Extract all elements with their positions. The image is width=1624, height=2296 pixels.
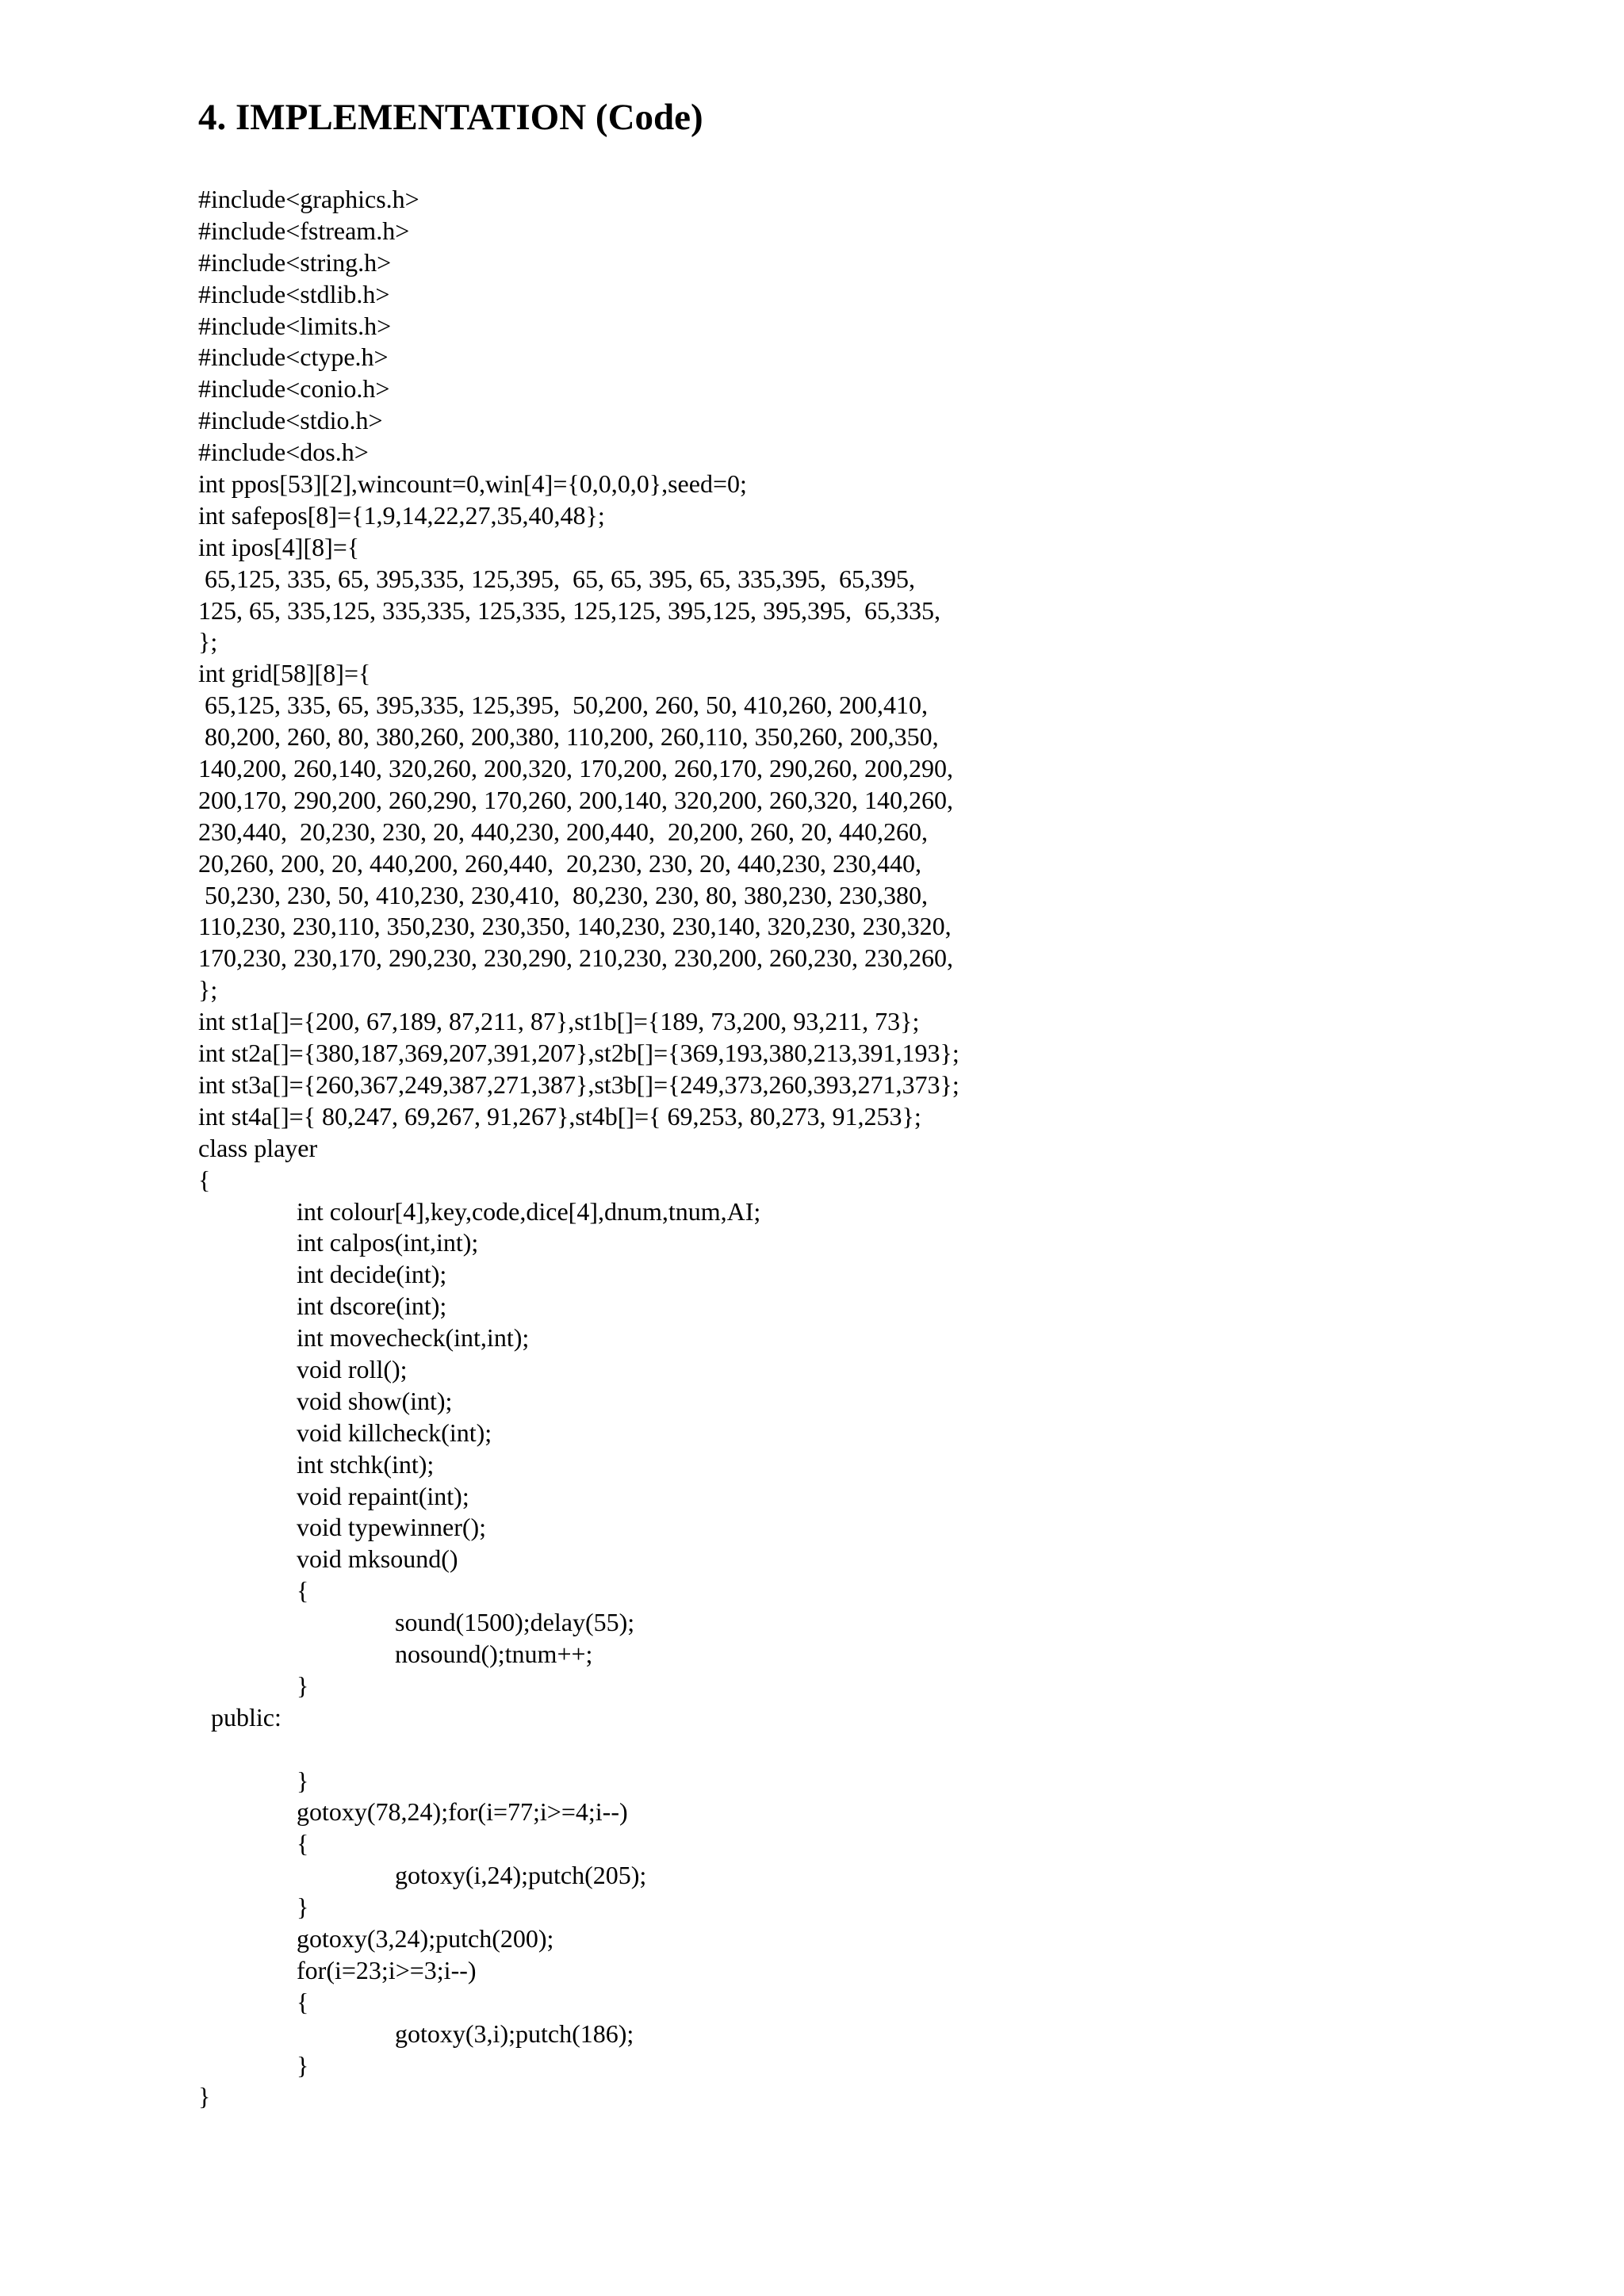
code-line: [198, 1702, 959, 1734]
code-line: [198, 1481, 959, 1513]
code-line-text: 80,200, 260, 80, 380,260, 200,380, 110,200, 260,110, 350,260, 200,350,: [198, 722, 939, 752]
code-line-text: 230,440, 20,230, 230, 20, 440,230, 200,440, 20,200, 260, 20, 440,260,: [198, 817, 928, 846]
code-line: [198, 311, 959, 342]
code-line: [198, 1670, 959, 1702]
code-line: [198, 721, 959, 753]
code-line-text: void typewinner();: [297, 1513, 487, 1542]
code-line-text: #include<stdio.h>: [198, 406, 383, 435]
code-line-text: #include<dos.h>: [198, 438, 369, 467]
code-line-text: };: [198, 975, 218, 1004]
code-line-text: }: [198, 2082, 211, 2111]
code-line-text: 65,125, 335, 65, 395,335, 125,395, 50,200, 260, 50, 410,260, 200,410,: [198, 691, 928, 720]
code-line: [198, 1322, 959, 1354]
code-line: [198, 1006, 959, 1038]
code-line: [198, 1828, 959, 1860]
code-line: [198, 1892, 959, 1923]
code-line-text: gotoxy(3,24);putch(200);: [297, 1923, 554, 1953]
code-line: [198, 1797, 959, 1828]
code-line-text: public:: [198, 1702, 282, 1732]
code-line-text: }: [297, 1670, 309, 1700]
code-line-text: int stchk(int);: [297, 1449, 435, 1479]
code-line: [198, 1923, 959, 1955]
code-line: [198, 1038, 959, 1070]
code-line-text: gotoxy(3,i);putch(186);: [395, 2019, 634, 2048]
code-line-text: int movecheck(int,int);: [297, 1323, 530, 1353]
code-line-text: void repaint(int);: [297, 1481, 469, 1510]
code-line-text: #include<fstream.h>: [198, 216, 410, 245]
code-line-text: 125, 65, 335,125, 335,335, 125,335, 125,125, 395,125, 395,395, 65,335,: [198, 595, 940, 625]
code-line: [198, 595, 959, 627]
code-line: [198, 437, 959, 469]
code-line-text: 50,230, 230, 50, 410,230, 230,410, 80,230, 230, 80, 380,230, 230,380,: [198, 880, 928, 909]
code-line-text: #include<string.h>: [198, 247, 392, 277]
code-line: [198, 848, 959, 880]
code-line-text: int grid[58][8]={: [198, 659, 371, 688]
code-line: [198, 1133, 959, 1165]
code-line: [198, 1259, 959, 1291]
code-line: [198, 1734, 959, 1766]
code-line: [198, 469, 959, 500]
code-line-text: for(i=23;i>=3;i--): [297, 1955, 477, 1984]
code-line-text: int st3a[]={260,367,249,387,271,387},st3b[]={249,373,260,393,271,373};: [198, 1070, 959, 1099]
code-line-text: #include<conio.h>: [198, 374, 390, 404]
code-line: [198, 626, 959, 658]
code-line-text: int st1a[]={200, 67,189, 87,211, 87},st1b[]={189, 73,200, 93,211, 73};: [198, 1007, 920, 1036]
code-line: [198, 500, 959, 532]
code-line-text: }: [297, 1766, 309, 1795]
code-line-text: int safepos[8]={1,9,14,22,27,35,40,48};: [198, 500, 605, 530]
code-line: [198, 1386, 959, 1418]
code-line: [198, 1449, 959, 1481]
code-line: [198, 785, 959, 817]
code-line-text: }: [297, 2050, 309, 2080]
code-line-text: int st2a[]={380,187,369,207,391,207},st2b[]={369,193,380,213,391,193};: [198, 1039, 959, 1068]
code-line-text: int ppos[53][2],wincount=0,win[4]={0,0,0,0},seed=0;: [198, 469, 747, 499]
code-line: [198, 1987, 959, 2019]
code-line-text: int dscore(int);: [297, 1292, 447, 1321]
code-line-text: #include<graphics.h>: [198, 185, 419, 213]
code-line-text: void mksound(): [297, 1544, 458, 1574]
code-line-text: void killcheck(int);: [297, 1418, 492, 1447]
code-line-text: gotoxy(78,24);for(i=77;i>=4;i--): [297, 1797, 628, 1827]
code-line-text: 20,260, 200, 20, 440,200, 260,440, 20,230, 230, 20, 440,230, 230,440,: [198, 848, 921, 878]
code-line-text: class player: [198, 1133, 318, 1162]
code-line: [198, 817, 959, 848]
code-line-text: {: [198, 1165, 211, 1194]
code-line: [198, 1101, 959, 1133]
code-line-text: int decide(int);: [297, 1260, 447, 1289]
code-line-text: int ipos[4][8]={: [198, 532, 360, 561]
code-line-text: nosound();tnum++;: [395, 1639, 593, 1668]
code-line-text: int colour[4],key,code,dice[4],dnum,tnum,AI;: [297, 1196, 761, 1226]
code-line: [198, 2081, 959, 2113]
code-line: [198, 974, 959, 1006]
code-line: [198, 405, 959, 437]
code-line-text: int calpos(int,int);: [297, 1228, 479, 1257]
code-line-text: void show(int);: [297, 1386, 453, 1415]
code-line: [198, 1512, 959, 1544]
code-line: [198, 279, 959, 311]
code-line-text: gotoxy(i,24);putch(205);: [395, 1861, 647, 1890]
code-line-text: #include<stdlib.h>: [198, 279, 390, 308]
code-line: [198, 1575, 959, 1607]
code-line: [198, 690, 959, 721]
code-line-text: void roll();: [297, 1354, 408, 1383]
code-line: [198, 1354, 959, 1386]
code-line-text: 65,125, 335, 65, 395,335, 125,395, 65, 65, 395, 65, 335,395, 65,395,: [198, 564, 915, 593]
code-line: [198, 1291, 959, 1322]
code-listing: [198, 184, 959, 2113]
code-line-text: 140,200, 260,140, 320,260, 200,320, 170,200, 260,170, 290,260, 200,290,: [198, 754, 953, 783]
code-line: [198, 1165, 959, 1196]
code-line: [198, 342, 959, 373]
code-line-text: #include<ctype.h>: [198, 342, 389, 372]
code-line-text: 200,170, 290,200, 260,290, 170,260, 200,140, 320,200, 260,320, 140,260,: [198, 785, 953, 814]
code-line-text: sound(1500);delay(55);: [395, 1608, 635, 1637]
code-line-text: {: [297, 1829, 309, 1858]
code-line: [198, 1418, 959, 1449]
code-line: [198, 658, 959, 690]
code-line: [198, 943, 959, 974]
code-line-text: {: [297, 1987, 309, 2016]
code-line: [198, 1955, 959, 1987]
code-line: [198, 1544, 959, 1575]
section-heading: 4. IMPLEMENTATION (Code): [198, 97, 703, 138]
code-line: [198, 564, 959, 595]
code-line: [198, 1766, 959, 1797]
code-line: [198, 373, 959, 405]
code-line: [198, 1196, 959, 1228]
code-line: [198, 247, 959, 279]
code-line: [198, 2050, 959, 2082]
code-line: [198, 216, 959, 247]
code-line: [198, 1227, 959, 1259]
code-line: [198, 1070, 959, 1101]
code-line: [198, 1860, 959, 1892]
code-line-text: 170,230, 230,170, 290,230, 230,290, 210,230, 230,200, 260,230, 230,260,: [198, 943, 953, 973]
code-line-text: {: [297, 1576, 309, 1605]
code-line: [198, 911, 959, 943]
code-line-text: }: [297, 1892, 309, 1922]
code-line-text: #include<limits.h>: [198, 311, 392, 340]
code-line-text: };: [198, 627, 218, 656]
code-line: [198, 753, 959, 785]
code-line: [198, 1639, 959, 1670]
code-line-text: int st4a[]={ 80,247, 69,267, 91,267},st4b[]={ 69,253, 80,273, 91,253};: [198, 1101, 921, 1131]
code-line: [198, 532, 959, 564]
code-line: [198, 1607, 959, 1639]
code-line: [198, 2019, 959, 2050]
code-line: [198, 880, 959, 912]
code-line: [198, 184, 959, 216]
code-line-text: 110,230, 230,110, 350,230, 230,350, 140,230, 230,140, 320,230, 230,320,: [198, 912, 952, 941]
